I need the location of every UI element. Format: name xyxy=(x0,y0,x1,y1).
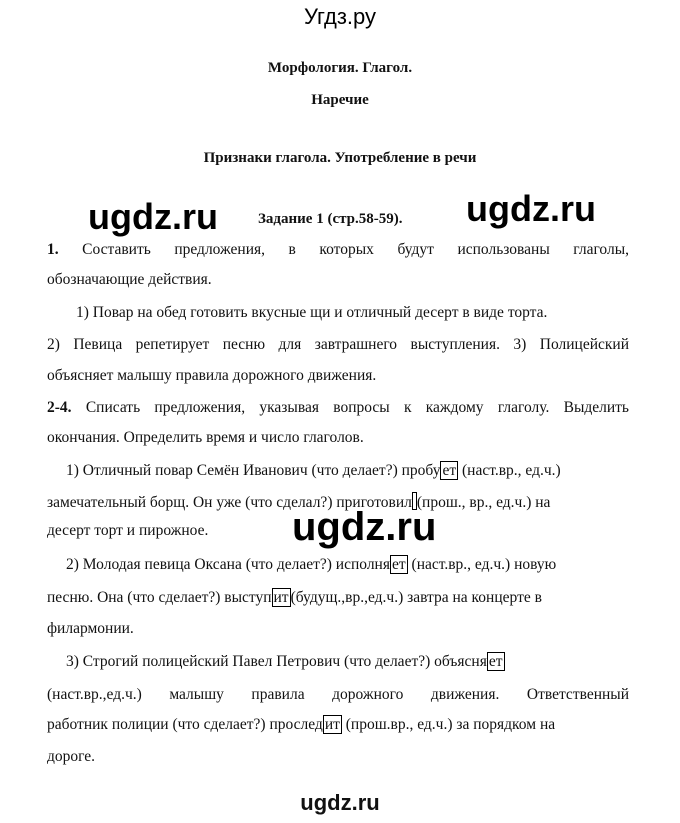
section-subtitle: Наречие xyxy=(311,92,369,108)
sentence2-text-a: 2) Молодая певица Оксана (что делает?) исполня xyxy=(66,556,390,573)
task24-line1 xyxy=(47,399,629,417)
ending-box: ет xyxy=(488,653,503,670)
ending-box: ет xyxy=(442,462,457,479)
task24-line2: окончания. Определить время и число глаголов. xyxy=(47,429,364,446)
task24-text-1: Списать предложения, указывая вопросы к каждому глаголу. Выделить xyxy=(85,399,629,416)
watermark-footer: ugdz.ru xyxy=(300,790,380,815)
site-title: Угдз.ру xyxy=(303,4,377,29)
sentence3-text-a: 3) Строгий полицейский Павел Петрович (что делает?) объясня xyxy=(66,653,487,670)
sentence2-text-b-rest: (будущ.,вр.,ед.ч.) завтра на концерте в xyxy=(290,589,542,606)
sentence2-text-b: песню. Она (что сделает?) выступ xyxy=(47,589,272,606)
task1-example-2: 2) Певица репетирует песню для завтрашнего выступления. 3) Полицейский xyxy=(47,336,629,353)
sentence1-line1 xyxy=(66,462,561,480)
sentence1-text-b-rest: (прош., вр., ед.ч.) на xyxy=(416,494,551,511)
watermark-center: ugdz.ru xyxy=(292,505,437,549)
task1-line1 xyxy=(47,241,629,259)
task-title: Задание 1 (стр.58-59). xyxy=(258,211,403,227)
topic-title: Признаки глагола. Употребление в речи xyxy=(203,150,477,166)
sentence2-line3: филармонии. xyxy=(47,620,134,637)
sentence1-text-a: 1) Отличный повар Семён Иванович (что делает?) пробу xyxy=(66,462,441,479)
sentence1-line3: десерт торт и пирожное. xyxy=(47,522,209,539)
sentence3-line2: (наст.вр.,ед.ч.) малышу правила дорожного движения. Ответственный xyxy=(47,686,629,703)
sentence2-line2 xyxy=(47,589,542,607)
sentence3-line1 xyxy=(66,653,505,671)
sentence3-line4: дороге. xyxy=(47,748,96,765)
sentence3-text-c-rest: (прош.вр., ед.ч.) за порядком на xyxy=(341,716,556,733)
task1-line2: обозначающие действия. xyxy=(47,271,212,288)
ending-box: ет xyxy=(392,556,406,573)
sentence2-line1 xyxy=(66,556,556,574)
task1-example-1: 1) Повар на обед готовить вкусные щи и отличный десерт в виде торта. xyxy=(76,304,548,321)
section-title: Морфология. Глагол. xyxy=(267,60,413,76)
watermark-right: ugdz.ru xyxy=(466,188,596,229)
sentence3-text-c: работник полиции (что сделает?) прослед xyxy=(47,716,323,733)
watermark-left: ugdz.ru xyxy=(88,196,218,237)
task24-number: 2-4. xyxy=(47,399,72,416)
task1-text-1: Составить предложения, в которых будут использованы глаголы, xyxy=(82,241,630,258)
task1-example-3: объясняет малышу правила дорожного движения. xyxy=(47,367,377,384)
sentence1-text-a-rest: (наст.вр., ед.ч.) xyxy=(458,462,561,479)
ending-box: ит xyxy=(324,716,340,733)
sentence1-text-b: замечательный борщ. Он уже (что сделал?) приготовил xyxy=(47,494,412,511)
sentence2-text-a-rest: (наст.вр., ед.ч.) новую xyxy=(407,556,557,573)
ending-box: ит xyxy=(273,589,289,606)
task1-number: 1. xyxy=(47,241,59,258)
sentence3-line3 xyxy=(47,716,555,734)
